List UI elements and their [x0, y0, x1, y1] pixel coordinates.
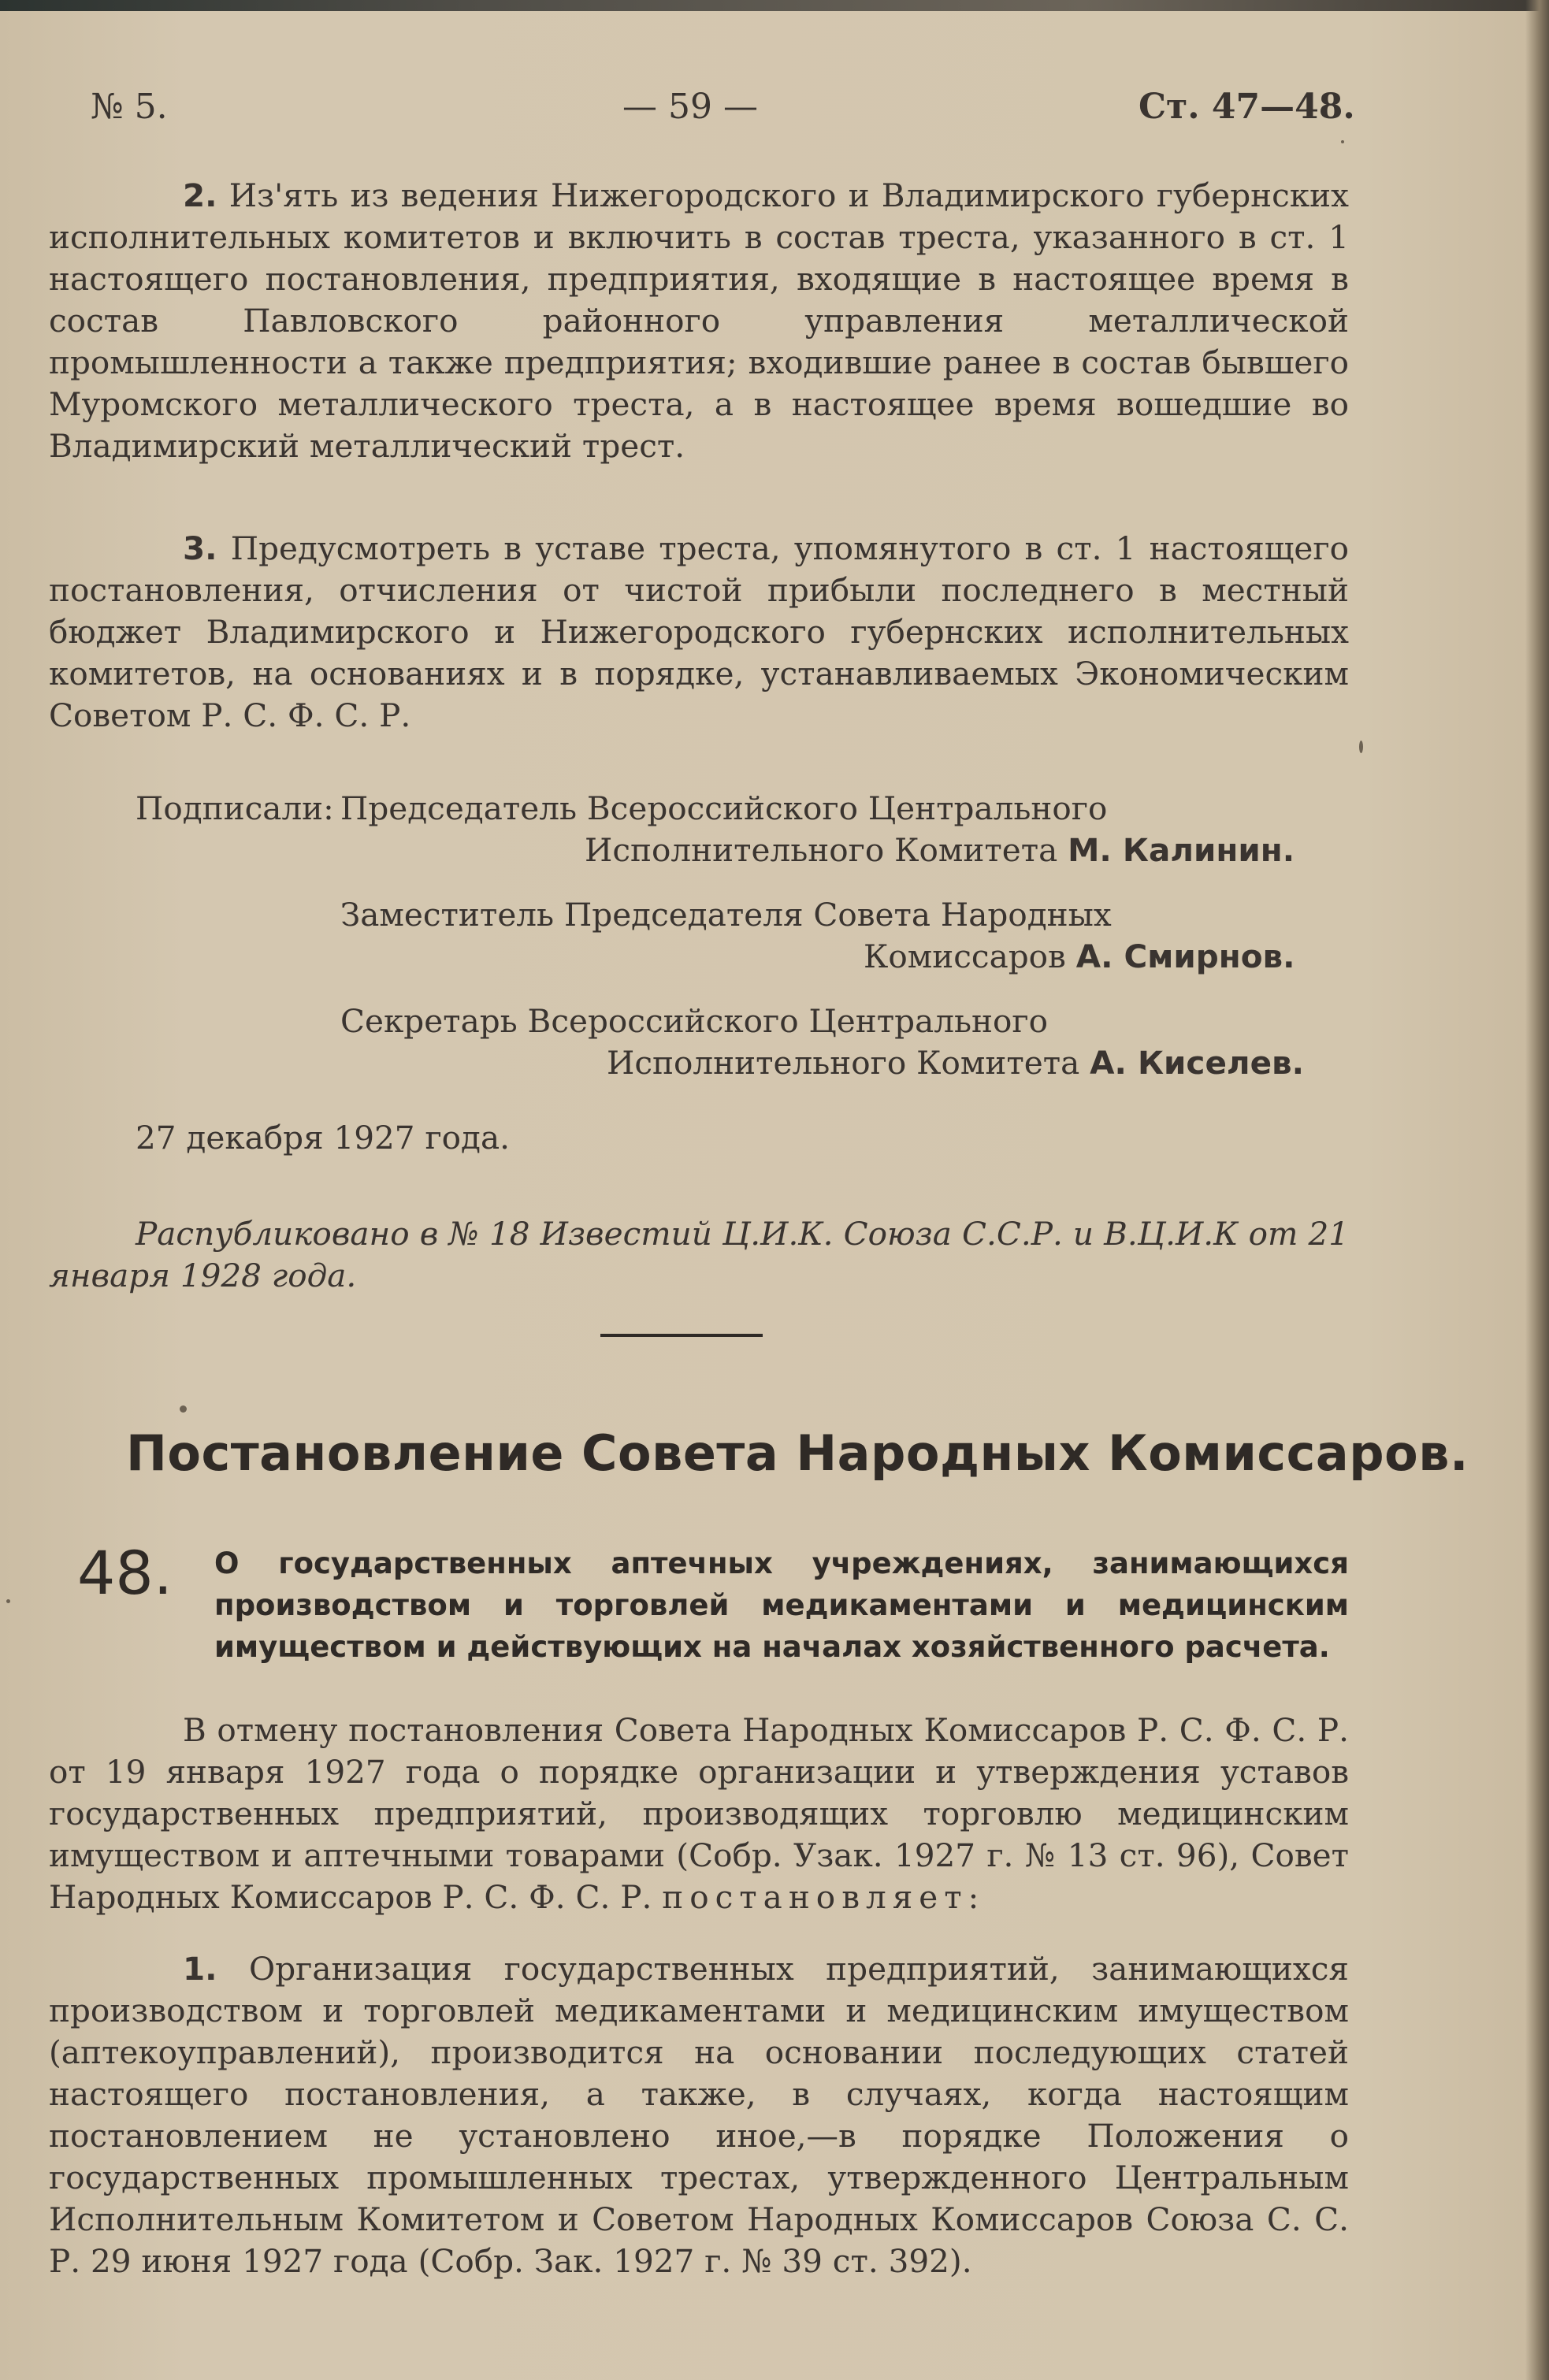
paragraph-text: Предусмотреть в уставе треста, упомянутого в ст. 1 настоящего постановления, отчисления от чистой прибыли последнего в местный бюджет Владимирского и Нижегородского губернских исполнительных комитетов, на основаниях и в порядке, устанавливаемых Экономическим Советом Р. С. Ф. С. Р.	[49, 529, 1349, 734]
page-top-edge	[0, 0, 1549, 11]
signer-3-name: А. Киселев.	[1090, 1044, 1305, 1082]
paragraph-text: Организация государственных предприятий, занимающихся производством и торговлей медикаментами и медицинским имуществом (аптекоуправлений), производится на основании последующих статей настоящего постановления, а также, в случаях, когда настоящим постановлением не установлено иное,—в порядке Положения о государственных промышленных трестах, утвержденного Центральным Исполнительным Комитетом и Советом Народных Комиссаров Союза С. С. Р. 29 июня 1927 года (Собр. Зак. 1927 г. № 39 ст. 392).	[49, 1950, 1349, 2280]
paragraph-3	[49, 528, 1349, 737]
article-number: 48.	[77, 1538, 173, 1608]
page-number: — 59 —	[622, 87, 758, 127]
publication-note: Распубликовано в № 18 Известий Ц.И.К. Союза С.С.Р. и В.Ц.И.К от 21 января 1928 года.	[49, 1215, 1349, 1294]
paragraph-number: 2.	[183, 176, 217, 214]
paper-speck	[180, 1405, 187, 1413]
signer-3-title: Секретарь Всероссийского Центрального	[340, 1002, 1049, 1040]
page-right-edge	[1525, 0, 1549, 2380]
paragraph-number: 3.	[183, 529, 217, 567]
article-heading: О государственных аптечных учреждениях, занимающихся производством и торговлей медикаментами и медицинским имуществом и действующих на началах хозяйственного расчета.	[214, 1546, 1349, 1664]
signer-2-name: А. Смирнов.	[1075, 938, 1295, 975]
article-range: Ст. 47—48.	[1139, 87, 1355, 127]
page-header	[0, 87, 1549, 134]
section-title: Постановление Совета Народных Комиссаров.	[126, 1424, 1469, 1482]
document-date: 27 декабря 1927 года.	[136, 1119, 511, 1157]
signer-1-title: Председатель Всероссийского Центрального	[340, 789, 1108, 827]
paper-speck	[1341, 140, 1344, 143]
paragraph-2	[49, 175, 1349, 467]
paper-speck	[1359, 741, 1363, 753]
issue-number: № 5.	[91, 87, 168, 127]
preamble-paragraph	[49, 1710, 1349, 1918]
preamble-text: В отмену постановления Совета Народных Комиссаров Р. С. Ф. С. Р. от 19 января 1927 года о порядке организации и утверждения уставов государственных предприятий, производящих торговлю медицинским имуществом и аптечными товарами (Собр. Узак. 1927 г. № 13 ст. 96), Совет Народных Комиссаров Р. С. Ф. С. Р.	[49, 1711, 1349, 1916]
signer-2-title: Заместитель Председателя Совета Народных	[340, 896, 1112, 934]
signer-1-body: Исполнительного Комитета М. Калинин.	[585, 831, 1295, 869]
paragraph-1	[49, 1948, 1349, 2282]
signer-3-body: Исполнительного Комитета А. Киселев.	[607, 1044, 1305, 1082]
paragraph-number: 1.	[183, 1950, 217, 1988]
signatures-label: Подписали:	[136, 789, 334, 827]
paper-speck	[6, 1599, 10, 1603]
resolves-word: постановляет:	[662, 1878, 986, 1916]
signer-2-body: Комиссаров А. Смирнов.	[864, 938, 1295, 975]
section-divider	[600, 1334, 763, 1337]
paragraph-text: Из'ять из ведения Нижегородского и Владимирского губернских исполнительных комитетов и включить в состав треста, указанного в ст. 1 настоящего постановления, предприятия, входящие в настоящее время в состав Павловского районного управления металлической промышленности а также предприятия; входившие ранее в состав бывшего Муромского металлического треста, а в настоящее время вошедшие во Владимирский металлический трест.	[49, 176, 1349, 465]
signer-1-name: М. Калинин.	[1068, 831, 1295, 869]
